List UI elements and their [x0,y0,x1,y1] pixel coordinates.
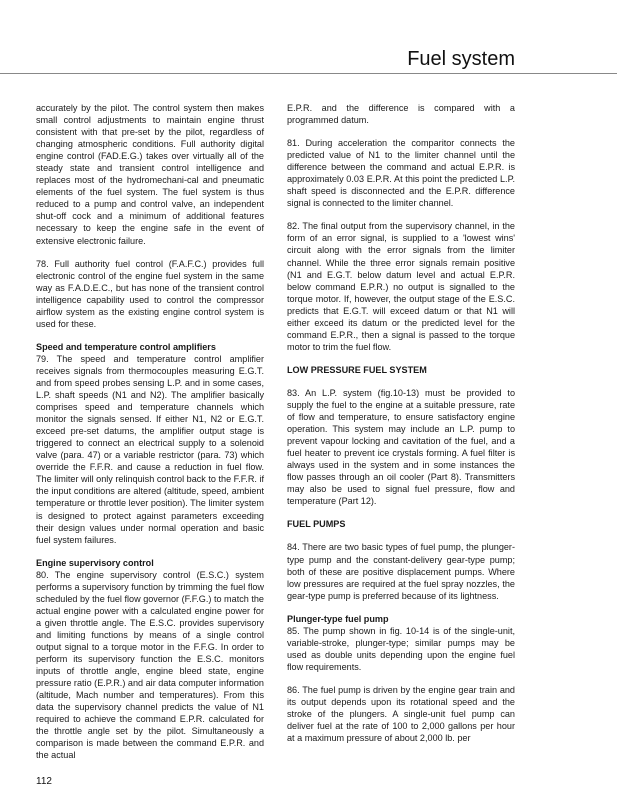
subheading: Plunger-type fuel pump [287,613,389,624]
paragraph: 86. The fuel pump is driven by the engine gear train and its output depends upon its rotational speed and the stroke of the plungers. A single-unit fuel pump can deliver fuel at the rate of 100 to 2,000 gallons per hour at a maximum pressure of about 2,000 lb. per [287,684,515,744]
page-number: 112 [36,776,52,787]
subheading: Engine supervisory control [36,557,154,568]
paragraph: 84. There are two basic types of fuel pump, the plunger-type pump and the constant-delivery gear-type pump; both of these are positive displacement pumps. Where low pressures are required at the fuel spray nozzles, the gear-type pump is preferred because of its lightness. [287,542,515,601]
section-heading: LOW PRESSURE FUEL SYSTEM [287,364,427,375]
paragraph: 82. The final output from the supervisory channel, in the form of an error signal, is supplied to a 'lowest wins' circuit along with the error signals from the limiter channel. While the three error signals remain positive (N1 and E.G.T. below datum level and actual E.P.R. below command E.P.R.) no output is signalled to the torque motor. If, however, the output stage of the E.S.C. predicts that E.G.T. will exceed datum or that N1 will either exceed its datum or the predicted level for the command E.P.R., then a signal is passed to the torque motor to trim the fuel flow. [287,221,515,352]
paragraph: 79. The speed and temperature control amplifier receives signals from thermocouples measuring E.G.T. and from speed probes sensing L.P. and in some cases, L.P. shaft speeds (N1 and N2). The amplifier basically comprises speed and temperature channels which monitor the signals sensed. If either N1, N2 or E.G.T. exceed pre-set datums, the amplifier output stage is triggered to connect an electrical supply to a solenoid valve (para. 47) or a variable restrictor (para. 73) which override the F.F.R. and cause a reduction in fuel flow. The limiter will only relinquish control back to the F.F.R. if the input conditions are altered (altitude, speed, ambient temperature or throttle lever position). The limiter system is designed to protect against parameters exceeding their design values under normal operation and basic fuel system failures. [36,353,264,545]
page-header [0,0,617,80]
paragraph: 85. The pump shown in fig. 10-14 is of the single-unit, variable-stroke, plunger-type; similar pumps may be used as double units depending upon the engine fuel flow requirements. [287,625,515,672]
paragraph: 80. The engine supervisory control (E.S.C.) system performs a supervisory function by trimming the fuel flow scheduled by the fuel flow governor (F.F.G.) to match the actual engine power with a calculated engine power for a given throttle angle. The E.S.C. provides supervisory and limiting functions by means of a single control output signal to a torque motor in the F.F.G. In order to perform its supervisory function the E.S.C. monitors inputs of throttle angle, engine bleed state, engine pressure ratio (E.P.R.) and air data computer information (altitude, Mach number and temperatures). From this data the supervisory channel predicts the value of N1 required to achieve the command E.P.R. calculated for the throttle angle set by the pilot. Simultaneously a comparison is made between the command E.P.R. and the actual [36,569,264,761]
page-title: Fuel system [407,48,515,70]
paragraph: 81. During acceleration the comparitor connects the predicted value of N1 to the limiter channel until the difference between the command and actual E.P.R. is approximately 0.03 E.P.R. At this point the predicted L.P. shaft speed is disconnected and the E.P.R. difference signal is connected to the limiter channel. [287,138,515,209]
subheading: Speed and temperature control amplifiers [36,341,216,352]
right-column [287,102,515,755]
section-heading: FUEL PUMPS [287,519,346,530]
header-rule [0,73,617,74]
paragraph: E.P.R. and the difference is compared with a programmed datum. [287,103,515,126]
left-column [36,102,264,772]
paragraph: accurately by the pilot. The control system then makes small control adjustments to maintain engine thrust consistent with that pre-set by the pilot, regardless of changing atmospheric conditions. Full authority digital engine control (FAD.E.G.) takes over virtually all of the steady state and transient control intelligence and replaces most of the hydromechani-cal and pneumatic elements of the fuel system. The fuel system is thus reduced to a pump and control valve, an independent shut-off cock and a minimum of additional features necessary to keep the engine safe in the event of extensive electronic failure. [36,103,264,246]
paragraph: 83. An L.P. system (fig.10-13) must be provided to supply the fuel to the engine at a suitable pressure, rate of flow and temperature, to ensure satisfactory engine operation. This system may include an L.P. pump to prevent vapour locking and cavitation of the fuel, and a fuel heater to prevent ice crystals forming. A fuel filter is always used in the system and in some instances the flow passes through an oil cooler (Part 8). Transmitters may also be used to signal fuel pressure, flow and temperature (Part 12). [287,387,515,507]
paragraph: 78. Full authority fuel control (F.A.F.C.) provides full electronic control of the engine fuel system in the same way as F.A.D.E.C., but has none of the transient control intelligence capability used to control the compressor airflow system as the existing engine control system is used for these. [36,258,264,329]
